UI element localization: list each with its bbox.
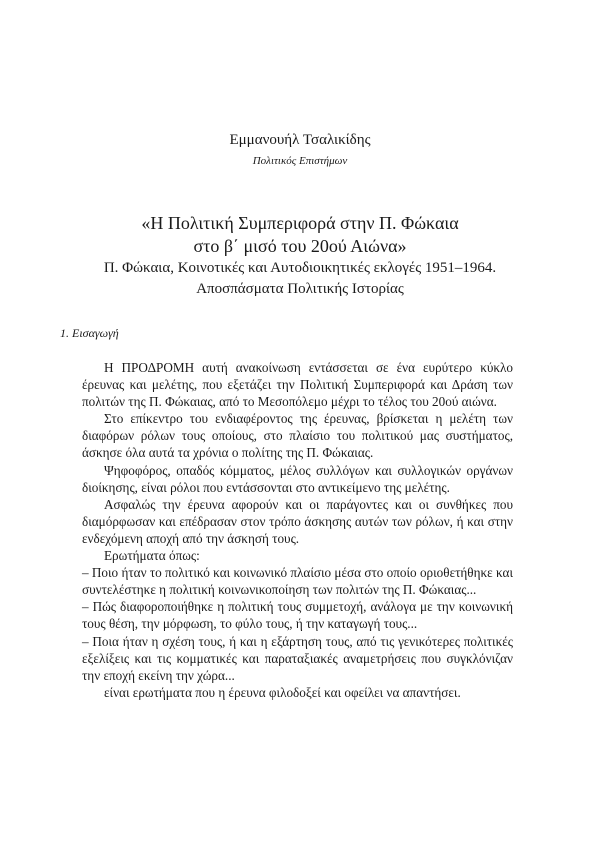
question-item: – Πώς διαφοροποιήθηκε η πολιτική τους συμμετοχή, ανάλογα με την κοινωνική τους θέση, την μόρφωση, το φύλο τους, ή την καταγωγή τους...	[82, 599, 513, 632]
author-name: Εμμανουήλ Τσαλικίδης	[229, 132, 371, 148]
subtitle-line-2: Αποσπάσματα Πολιτικής Ιστορίας	[196, 281, 404, 297]
author-role: Πολιτικός Επιστήμων	[252, 155, 348, 167]
section-heading: 1. Εισαγωγή	[60, 326, 119, 340]
subtitle-line-1: Π. Φώκαια, Κοινοτικές και Αυτοδιοικητικές εκλογές 1951–1964.	[103, 260, 497, 276]
closing-sentence: είναι ερωτήματα που η έρευνα φιλοδοξεί και οφείλει να απαντήσει.	[104, 684, 461, 700]
paragraph: Η ΠΡΟΔΡΟΜΗ αυτή ανακοίνωση εντάσσεται σε ένα ευρύτερο κύκλο έρευνας και μελέτης, που εξετάζει την Πολιτική Συμπεριφορά και Δράση των πολιτών της Π. Φώκαιας, από το Μεσοπόλεμο μέχρι το τέλος του 20ού αιώνα.	[82, 360, 513, 410]
title-line-1: «Η Πολιτική Συμπεριφορά στην Π. Φώκαια	[141, 213, 459, 233]
paragraph: Ερωτήματα όπως:	[104, 548, 200, 564]
paragraph: Ψηφοφόρος, οπαδός κόμματος, μέλος συλλόγων και συλλογικών οργάνων διοίκησης, είναι ρόλοι που εντάσσονται στο αντικείμενο της μελέτης.	[82, 462, 513, 495]
question-item: – Ποιο ήταν το πολιτικό και κοινωνικό πλαίσιο μέσα στο οποίο οριοθετήθηκε και συντελέστηκε η πολιτική κοινωνικοποίηση των πολιτών της Π. Φώκαιας...	[82, 565, 513, 598]
title-line-2: στο β΄ μισό του 20ού Αιώνα»	[193, 236, 407, 256]
paragraph: Ασφαλώς την έρευνα αφορούν και οι παράγοντες και οι συνθήκες που διαμόρφωσαν και επέδρασαν στον τρόπο άσκησης αυτών των ρόλων, ή και στην ενδεχόμενη αποχή από την άσκησή τους.	[82, 496, 513, 546]
question-item: – Ποια ήταν η σχέση τους, ή και η εξάρτηση τους, από τις γενικότερες πολιτικές εξελίξεις και τις κομματικές και παραταξιακές αναμετρήσεις που συγκλόνιζαν την εποχή εκείνη την χώρα...	[82, 633, 513, 683]
body-text	[82, 359, 513, 701]
paragraph: Στο επίκεντρο του ενδιαφέροντος της έρευνας, βρίσκεται η μελέτη των διαφόρων ρόλων τους οποίους, στο πλαίσιο του πολιτικού μας συστήματος, άσκησε όλα αυτά τα χρόνια ο πολίτης της Π. Φώκαιας.	[82, 411, 513, 461]
